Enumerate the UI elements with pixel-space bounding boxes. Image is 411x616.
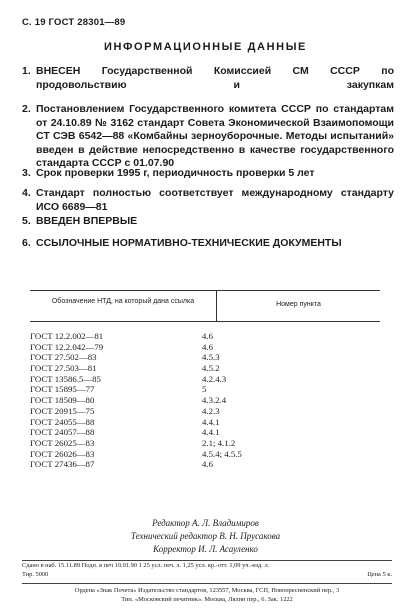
table-header [30, 290, 380, 322]
clause-number: 4.4.1 [202, 427, 220, 438]
column-header-clause: Номер пункта [276, 301, 321, 308]
clause-number: 4.6 [202, 341, 213, 352]
document-designation: ГОСТ 24057—88 [30, 427, 95, 438]
document-designation: ГОСТ 18509—80 [30, 395, 95, 406]
table-body [30, 331, 380, 470]
clause-number: 4.2.4.3 [202, 373, 227, 384]
document-designation: ГОСТ 24055—88 [30, 416, 95, 427]
item-text: ССЫЛОЧНЫЕ НОРМАТИВНО-ТЕХНИЧЕСКИЕ ДОКУМЕНТЫ [36, 237, 342, 249]
clause-number: 5 [202, 384, 207, 395]
page-header: С. 19 ГОСТ 28301—89 [22, 17, 126, 28]
item-number: 5. [22, 215, 31, 227]
table-row [30, 417, 380, 428]
publisher-details [22, 587, 392, 604]
table-row [30, 406, 380, 417]
info-item-5 [22, 215, 394, 229]
document-designation: ГОСТ 26025—83 [30, 437, 95, 448]
clause-number: 4.6 [202, 331, 213, 341]
clause-number: 2.1; 4.1.2 [202, 437, 236, 448]
item-text: ВВЕДЕН ВПЕРВЫЕ [36, 215, 138, 227]
divider-bottom [22, 583, 392, 584]
print-details-row [22, 571, 392, 580]
table-row [30, 438, 380, 449]
table-row [30, 459, 380, 470]
document-designation: ГОСТ 26026—83 [30, 448, 95, 459]
clause-number: 4.5.3 [202, 352, 220, 363]
credit-technical-editor: Технический редактор В. Н. Прусакова [130, 531, 281, 541]
table-row [30, 363, 380, 374]
table-row [30, 427, 380, 438]
info-item-3 [22, 167, 394, 181]
document-designation: ГОСТ 27436—87 [30, 459, 95, 470]
credits [0, 517, 411, 556]
clause-number: 4.6 [202, 459, 213, 470]
divider-top [22, 560, 392, 561]
item-number: 3. [22, 167, 31, 179]
credit-proofreader: Корректор И. Л. Асауленко [153, 544, 258, 554]
document-designation: ГОСТ 12.2.042—79 [30, 341, 104, 352]
item-number: 1. [22, 65, 31, 77]
publisher-line: Ордена «Знак Почета» Издательство стандартов, 123557, Москва, ГСП, Новопресненский пер., 3 [74, 587, 340, 594]
info-item-6 [22, 237, 394, 251]
price: Цена 5 к. [367, 570, 392, 578]
info-item-1 [22, 65, 394, 92]
table-row [30, 331, 380, 342]
item-number: 6. [22, 237, 31, 249]
document-designation: ГОСТ 12.2.002—81 [30, 331, 104, 341]
table-row [30, 384, 380, 395]
table-row [30, 395, 380, 406]
print-details [22, 562, 392, 579]
column-header-document: Обозначение НТД, на который дана ссылка [51, 298, 195, 305]
item-text: Стандарт полностью соответствует международному стандарту ИСО 6689—81 [36, 187, 394, 213]
document-designation: ГОСТ 13586.5—85 [30, 373, 101, 384]
item-number: 4. [22, 187, 31, 199]
info-item-2 [22, 103, 394, 171]
clause-number: 4.3.2.4 [202, 395, 227, 406]
info-item-4 [22, 187, 394, 214]
print-details-line: Сдано в наб. 15.11.89 Подп. в печ 10.01.90 1 25 усл. печ. л. 1,25 усл. кр.-отт. 1,09 уч.-изд. л. [22, 562, 270, 569]
document-designation: ГОСТ 27.503—81 [30, 363, 97, 374]
document-designation: ГОСТ 27.502—83 [30, 352, 97, 363]
document-designation: ГОСТ 15895—77 [30, 384, 95, 395]
clause-number: 4.2.3 [202, 405, 220, 416]
clause-number: 4.5.4; 4.5.5 [202, 448, 242, 459]
item-number: 2. [22, 103, 31, 115]
printer-line: Тип. «Московский печатник». Москва, Лялин пер., 6. Зак. 1222 [121, 595, 293, 603]
print-run: Тир. 5000 [22, 570, 49, 578]
credit-editor: Редактор А. Л. Владимиров [152, 518, 259, 528]
item-text: ВНЕСЕН Государственной Комиссией СМ СССР по продовольствию и закупкам [36, 65, 394, 91]
table-row [30, 374, 380, 385]
document-designation: ГОСТ 20915—75 [30, 405, 95, 416]
table-row [30, 342, 380, 353]
clause-number: 4.5.2 [202, 363, 220, 374]
item-text: Срок проверки 1995 г, периодичность проверки 5 лет [36, 167, 315, 179]
clause-number: 4.4.1 [202, 416, 220, 427]
item-text: Постановлением Государственного комитета СССР по стандартам от 24.10.89 № 3162 стандарт Совета Экономической Взаимопомощи СТ СЭВ 6542—88 «Комбайны зерноуборочные. Методы испытаний» введен в действие непосредственно в качестве государственного стандарта СССР с 01.07.90 [36, 103, 394, 169]
table-row [30, 449, 380, 460]
table-row [30, 352, 380, 363]
section-title: ИНФОРМАЦИОННЫЕ ДАННЫЕ [103, 41, 307, 53]
